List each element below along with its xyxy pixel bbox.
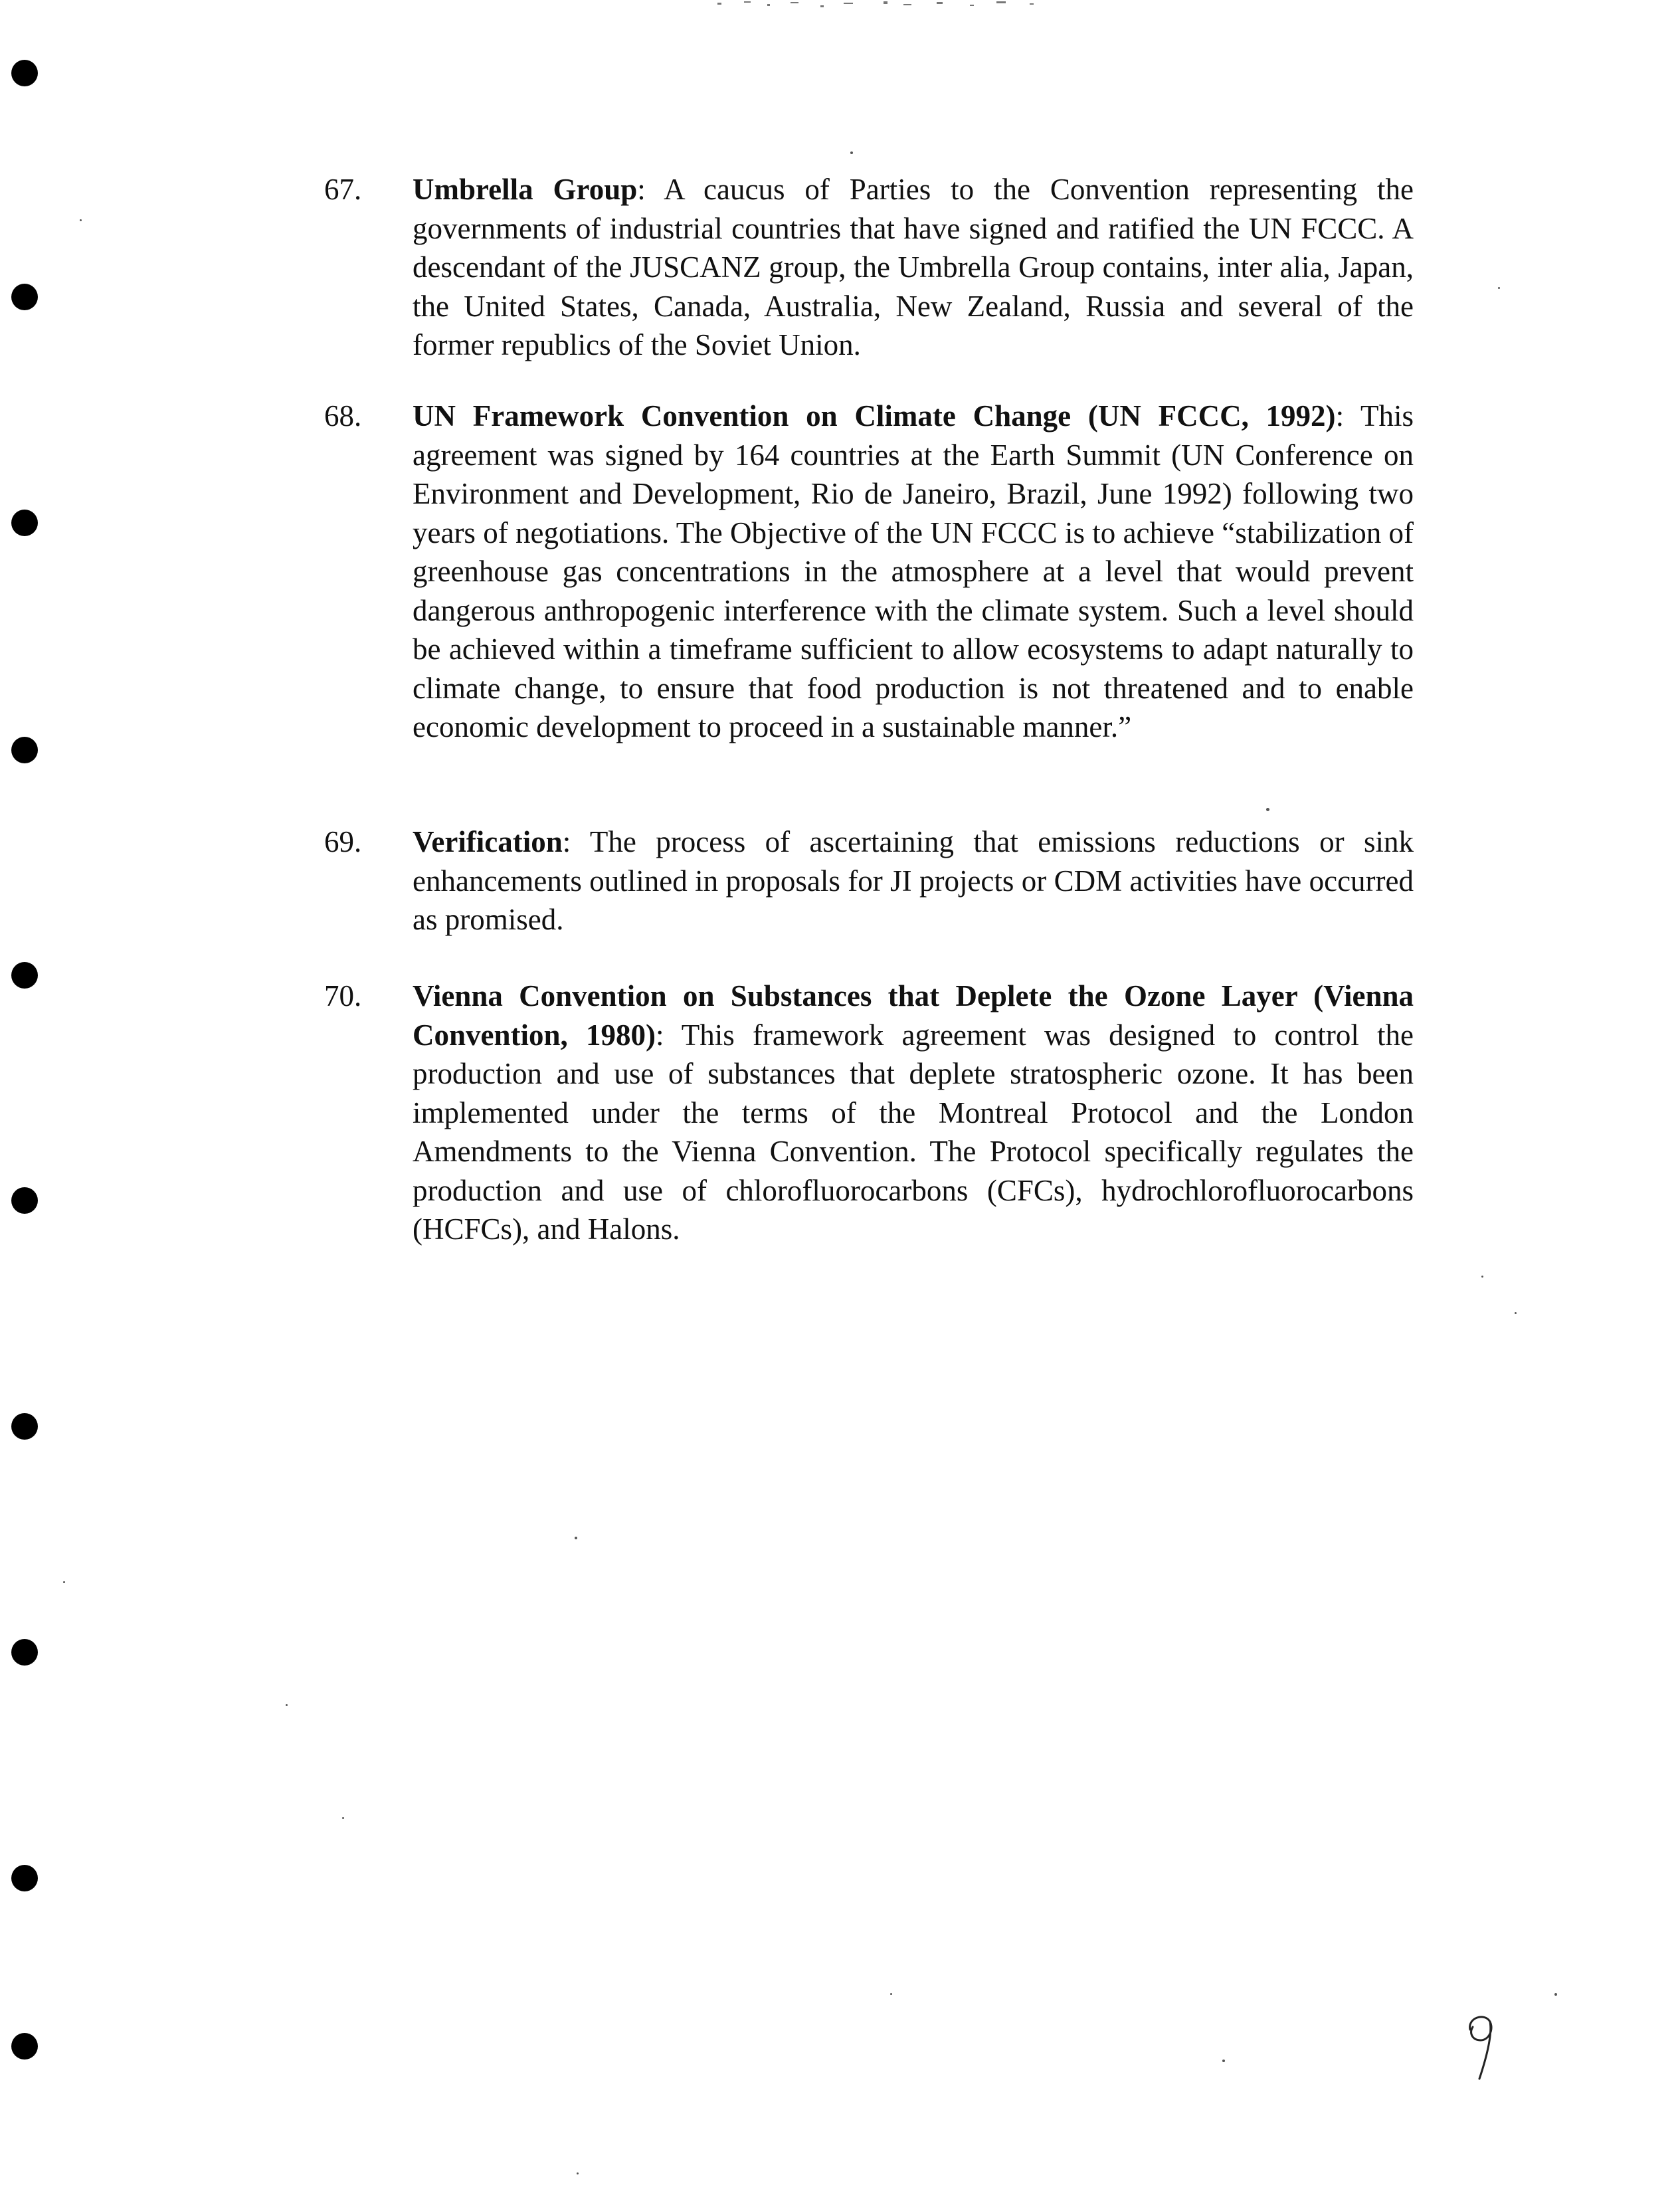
punch-hole bbox=[11, 2033, 38, 2060]
punch-hole bbox=[11, 60, 38, 86]
punch-hole bbox=[11, 510, 38, 536]
scan-noise bbox=[704, 0, 1050, 12]
punch-hole bbox=[11, 1639, 38, 1666]
scan-speck bbox=[850, 151, 853, 154]
punch-hole bbox=[11, 737, 38, 763]
entry-number: 70. bbox=[324, 979, 362, 1012]
glossary-entry bbox=[324, 397, 1414, 795]
punch-hole bbox=[11, 962, 38, 989]
entry-body bbox=[413, 397, 1414, 747]
scan-speck bbox=[342, 1817, 344, 1819]
scan-speck bbox=[575, 1537, 577, 1539]
scan-speck bbox=[890, 1993, 892, 1995]
scan-speck bbox=[577, 2172, 579, 2174]
scan-speck bbox=[1554, 1993, 1557, 1996]
entry-term: Vienna Convention on Substances that Deplete the Ozone Layer (Vienna Convention, 1980) bbox=[413, 979, 1414, 1052]
entry-body bbox=[413, 170, 1414, 365]
scan-speck bbox=[63, 1581, 65, 1583]
punch-hole bbox=[11, 284, 38, 310]
scan-speck bbox=[80, 219, 82, 221]
entry-term: UN Framework Convention on Climate Change (UN FCCC, 1992) bbox=[413, 399, 1336, 432]
scan-speck bbox=[1481, 1276, 1483, 1278]
entry-term: Verification bbox=[413, 825, 563, 858]
entry-body bbox=[413, 822, 1414, 939]
glossary-entry bbox=[324, 977, 1414, 1256]
glossary-entry bbox=[324, 822, 1414, 949]
entry-definition: : This agreement was signed by 164 countries at the Earth Summit (UN Conference on Environment and Development, Rio de Janeiro, Brazil, June 1992) following two years of negotiations. The Objective of the UN FCCC is to achieve “stabilization of greenhouse gas concentrations in the atmosphere at a level that would prevent dangerous anthropogenic interference with the climate system. Such a level should be achieved within a timeframe sufficient to allow ecosystems to adapt naturally to climate change, to ensure that food production is not threatened and to enable economic development to proceed in a sustainable manner.” bbox=[413, 399, 1414, 743]
entry-body bbox=[413, 977, 1414, 1249]
entry-number: 67. bbox=[324, 173, 362, 206]
entry-term: Umbrella Group bbox=[413, 173, 638, 206]
punch-hole bbox=[11, 1413, 38, 1440]
entry-definition: : The process of ascertaining that emissions reductions or sink enhancements outlined in proposals for JI projects or CDM activities have occurred as promised. bbox=[413, 825, 1414, 936]
entry-number: 68. bbox=[324, 399, 362, 432]
glossary-entry bbox=[324, 170, 1414, 369]
scan-speck bbox=[1515, 1312, 1517, 1314]
entry-definition: : A caucus of Parties to the Convention representing the governments of industrial countries that have signed and ratified the UN FCCC. A descendant of the JUSCANZ group, the Umbrella Group contains, inter alia, Japan, the United States, Canada, Australia, New Zealand, Russia and several of the former republics of the Soviet Union. bbox=[413, 173, 1414, 361]
scan-speck bbox=[1266, 808, 1269, 811]
handwritten-page-number bbox=[1458, 2010, 1505, 2083]
punch-hole bbox=[11, 1187, 38, 1214]
scan-speck bbox=[1222, 2060, 1225, 2062]
scan-speck bbox=[286, 1704, 288, 1706]
punch-hole bbox=[11, 1865, 38, 1891]
entry-number: 69. bbox=[324, 825, 362, 858]
scan-speck bbox=[1498, 287, 1500, 289]
entry-definition: : This framework agreement was designed to control the production and use of substances that deplete stratospheric ozone. It has been implemented under the terms of the Montreal Protocol and the London Amendments to the Vienna Convention. The Protocol specifically regulates the production and use of chlorofluorocarbons (CFCs), hydrochlorofluorocarbons (HCFCs), and Halons. bbox=[413, 1018, 1414, 1246]
